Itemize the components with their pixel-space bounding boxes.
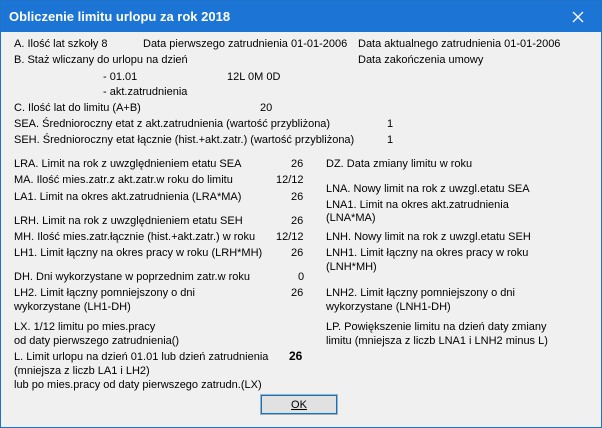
lh1-label: LH1. Limit łączny na okres pracy w roku (LRH*MH) — [14, 247, 263, 259]
ma-label: MA. Ilość mies.zatr.z akt.zatr.w roku do limitu — [14, 174, 233, 186]
lh2-label-line1: LH2. Limit łączny pomniejszony o dni — [14, 287, 195, 299]
seh-value: 1 — [387, 134, 394, 146]
contract-end-date: Data zakończenia umowy — [358, 54, 484, 66]
lrh-label: LRH. Limit na rok z uwzględnieniem etatu SEH — [14, 215, 243, 227]
close-icon — [572, 11, 584, 23]
l-label-line3: lub po mies.pracy od daty pierwszego zatrudn.(LX) — [14, 379, 262, 391]
mh-label: MH. Ilość mies.zatr.łącznie (hist.+akt.zatr.) w roku — [14, 231, 256, 243]
years-to-limit-value: 20 — [260, 102, 273, 114]
close-button[interactable] — [555, 1, 601, 32]
tenure-value: 12L 0M 0D — [227, 71, 281, 83]
dialog-content — [1, 32, 601, 427]
years-to-limit-label: C. Ilość lat do limitu (A+B) — [14, 102, 141, 114]
tenure-label: B. Staż wliczany do urlopu na dzień — [14, 54, 188, 66]
title-bar[interactable] — [1, 1, 601, 32]
ok-button[interactable]: OK — [260, 394, 338, 415]
lra-value: 26 — [291, 158, 304, 170]
lna-label: LNA. Nowy limit na rok z uwzgl.etatu SEA — [326, 183, 530, 195]
dh-label: DH. Dni wykorzystane w poprzednim zatr.w roku — [14, 271, 250, 283]
mh-value: 12/12 — [276, 231, 304, 243]
seh-label: SEH. Średnioroczny etat łącznie (hist.+akt.zatr.) (wartość przybliżona) — [14, 134, 355, 146]
ma-value: 12/12 — [276, 174, 304, 186]
l-value: 26 — [289, 349, 303, 363]
sea-value: 1 — [387, 118, 394, 130]
lh1-value: 26 — [291, 247, 304, 259]
dz-label: DZ. Data zmiany limitu w roku — [326, 158, 473, 170]
lna1-label-line1: LNA1. Limit na okres akt.zatrudnienia — [326, 199, 509, 211]
lx-label-line2: od daty pierwszego zatrudnienia() — [14, 335, 180, 347]
lnh1-label-line1: LNH1. Limit łączny na okres pracy w roku — [326, 247, 529, 259]
lp-label-line1: LP. Powiększenie limitu na dzień daty zmiany — [326, 321, 547, 333]
lnh2-label-line1: LNH2. Limit łączny pomniejszony o dni — [326, 287, 515, 299]
lnh2-label-line2: wykorzystane (LNH1-DH) — [326, 301, 451, 313]
school-years-label: A. Ilość lat szkoły 8 — [14, 38, 108, 50]
lna1-label-line2: (LNA*MA) — [326, 212, 376, 224]
lh2-label-line2: wykorzystane (LH1-DH) — [14, 301, 131, 313]
current-employment-date: Data aktualnego zatrudnienia 01-01-2006 — [358, 38, 561, 50]
la1-value: 26 — [291, 191, 304, 203]
l-label-line2: (mniejsza z liczb LA1 i LH2) — [14, 365, 150, 377]
lnh-label: LNH. Nowy limit na rok z uwzgl.etatu SEH — [326, 231, 531, 243]
lra-label: LRA. Limit na rok z uwzględnieniem etatu SEA — [14, 158, 242, 170]
lh2-value: 26 — [291, 287, 304, 299]
lp-label-line2: limitu (mniejsza z liczb LNA1 i LNH2 minus L) — [326, 335, 548, 347]
tenure-akt-line: - akt.zatrudnienia — [103, 86, 188, 98]
la1-label: LA1. Limit na okres akt.zatrudnienia (LRA*MA) — [14, 191, 242, 203]
lx-label-line1: LX. 1/12 limitu po mies.pracy — [14, 321, 156, 333]
first-employment-date: Data pierwszego zatrudnienia 01-01-2006 — [143, 38, 348, 50]
dh-value: 0 — [298, 271, 305, 283]
l-label-line1: L. Limit urlopu na dzień 01.01 lub dzień zatrudnienia — [14, 351, 269, 363]
lrh-value: 26 — [291, 215, 304, 227]
window-title: Obliczenie limitu urlopu za rok 2018 — [9, 9, 231, 24]
lnh1-label-line2: (LNH*MH) — [326, 261, 377, 273]
tenure-date-line: - 01.01 — [103, 71, 138, 83]
sea-label: SEA. Średnioroczny etat z akt.zatrudnienia (wartość przybliżona) — [14, 118, 331, 130]
